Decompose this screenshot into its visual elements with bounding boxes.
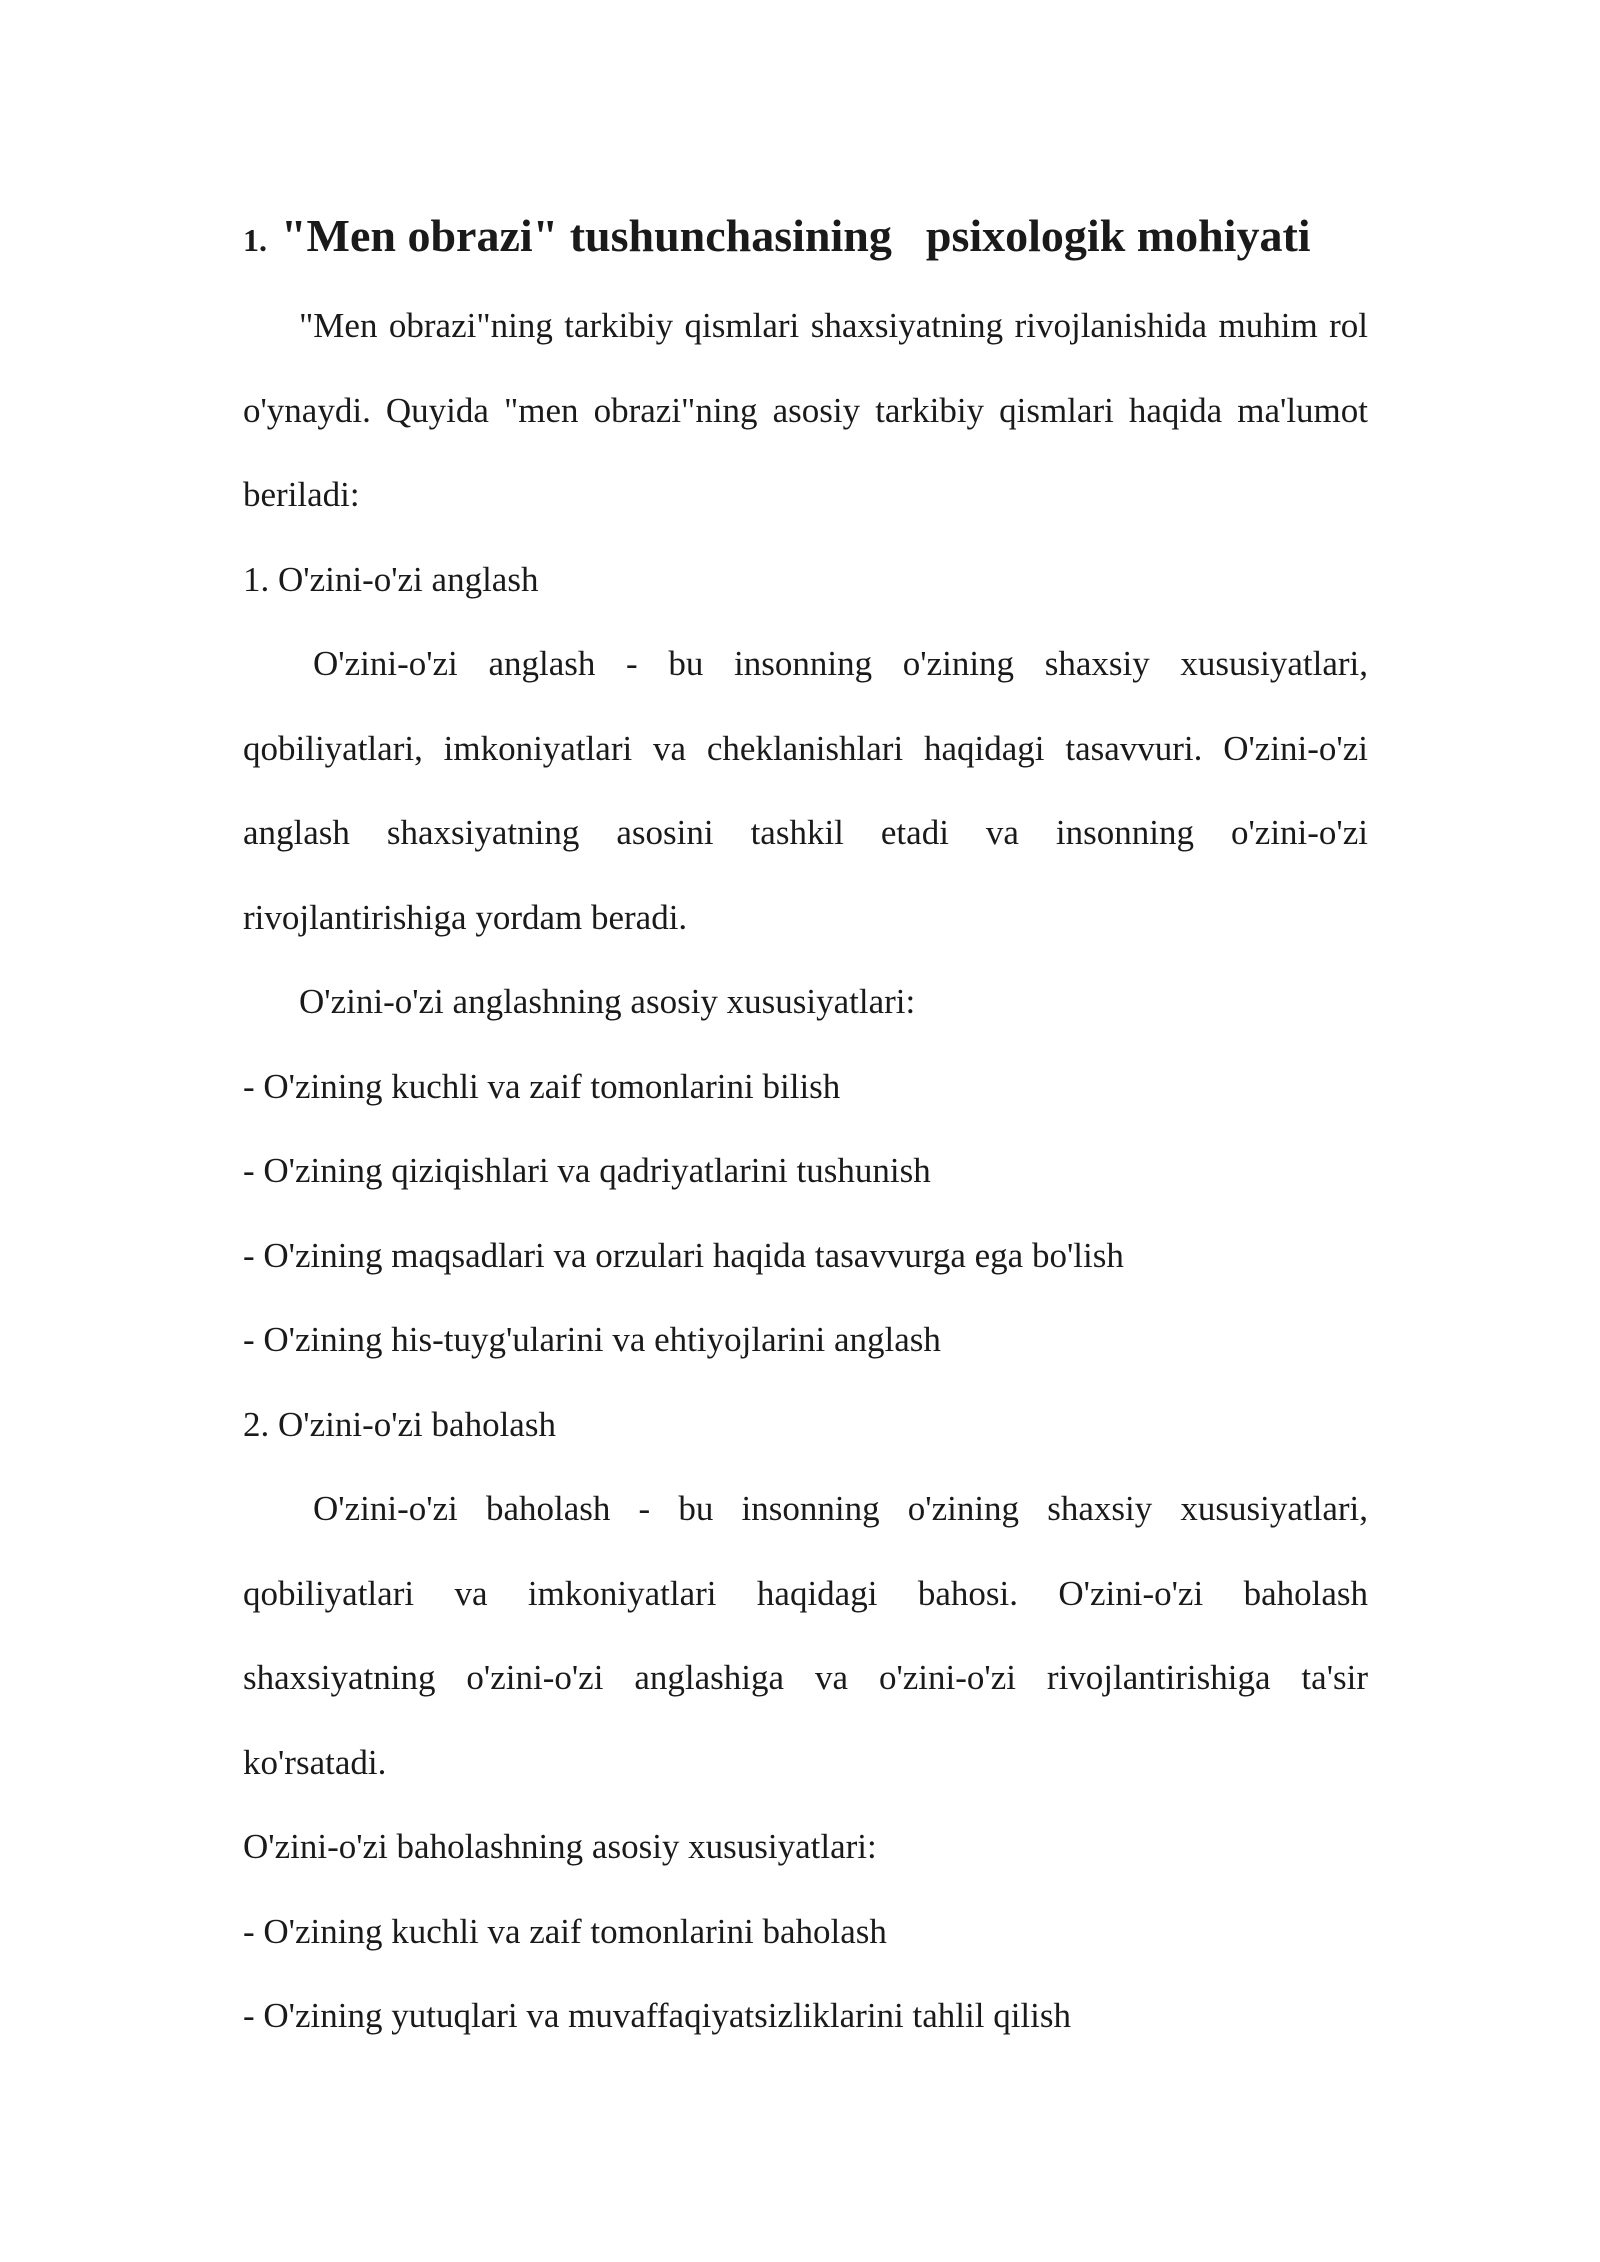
- intro-paragraph: "Men obrazi"ning tarkibiy qismlari shaxsiyatning rivojlanishida muhim rol o'ynaydi. Quyida "men obrazi"ning asosiy tarkibiy qismlari haqida ma'lumot beriladi:: [243, 306, 1368, 514]
- section2-title: 2. O'zini-o'zi baholash: [243, 1404, 556, 1444]
- section1-features-intro: O'zini-o'zi anglashning asosiy xususiyatlari:: [299, 982, 916, 1021]
- document-page: [243, 206, 1368, 2059]
- section1-paragraph: O'zini-o'zi anglash - bu insonning o'zining shaxsiy xususiyatlari, qobiliyatlari, imkoniyatlari va cheklanishlari haqidagi tasavvuri. O'zini-o'zi anglash shaxsiyatning asosini tashkil etadi va insonning o'zini-o'zi rivojlantirishiga yordam beradi.: [243, 644, 1368, 937]
- section-heading: [243, 206, 1368, 270]
- heading-title-part1: "Men obrazi" tushunchasining: [281, 210, 892, 261]
- list-item: - O'zining maqsadlari va orzulari haqida tasavvurga ega bo'lish: [243, 1235, 1124, 1275]
- list-item: - O'zining kuchli va zaif tomonlarini bilish: [243, 1066, 841, 1106]
- list-item: - O'zining his-tuyg'ularini va ehtiyojlarini anglash: [243, 1320, 941, 1359]
- section2-features-intro: O'zini-o'zi baholashning asosiy xususiyatlari:: [243, 1827, 877, 1866]
- list-item: - O'zining kuchli va zaif tomonlarini baholash: [243, 1911, 887, 1951]
- list-item: - O'zining qiziqishlari va qadriyatlarini tushunish: [243, 1151, 931, 1190]
- list-item: - O'zining yutuqlari va muvaffaqiyatsizliklarini tahlil qilish: [243, 1996, 1071, 2035]
- heading-number: 1.: [243, 222, 267, 258]
- section1-title: 1. O'zini-o'zi anglash: [243, 559, 539, 599]
- section2-paragraph: O'zini-o'zi baholash - bu insonning o'zining shaxsiy xususiyatlari, qobiliyatlari va imkoniyatlari haqidagi bahosi. O'zini-o'zi baholash shaxsiyatning o'zini-o'zi anglashiga va o'zini-o'zi rivojlantirishiga ta'sir ko'rsatadi.: [243, 1489, 1368, 1782]
- heading-title-part2: psixologik mohiyati: [925, 210, 1311, 261]
